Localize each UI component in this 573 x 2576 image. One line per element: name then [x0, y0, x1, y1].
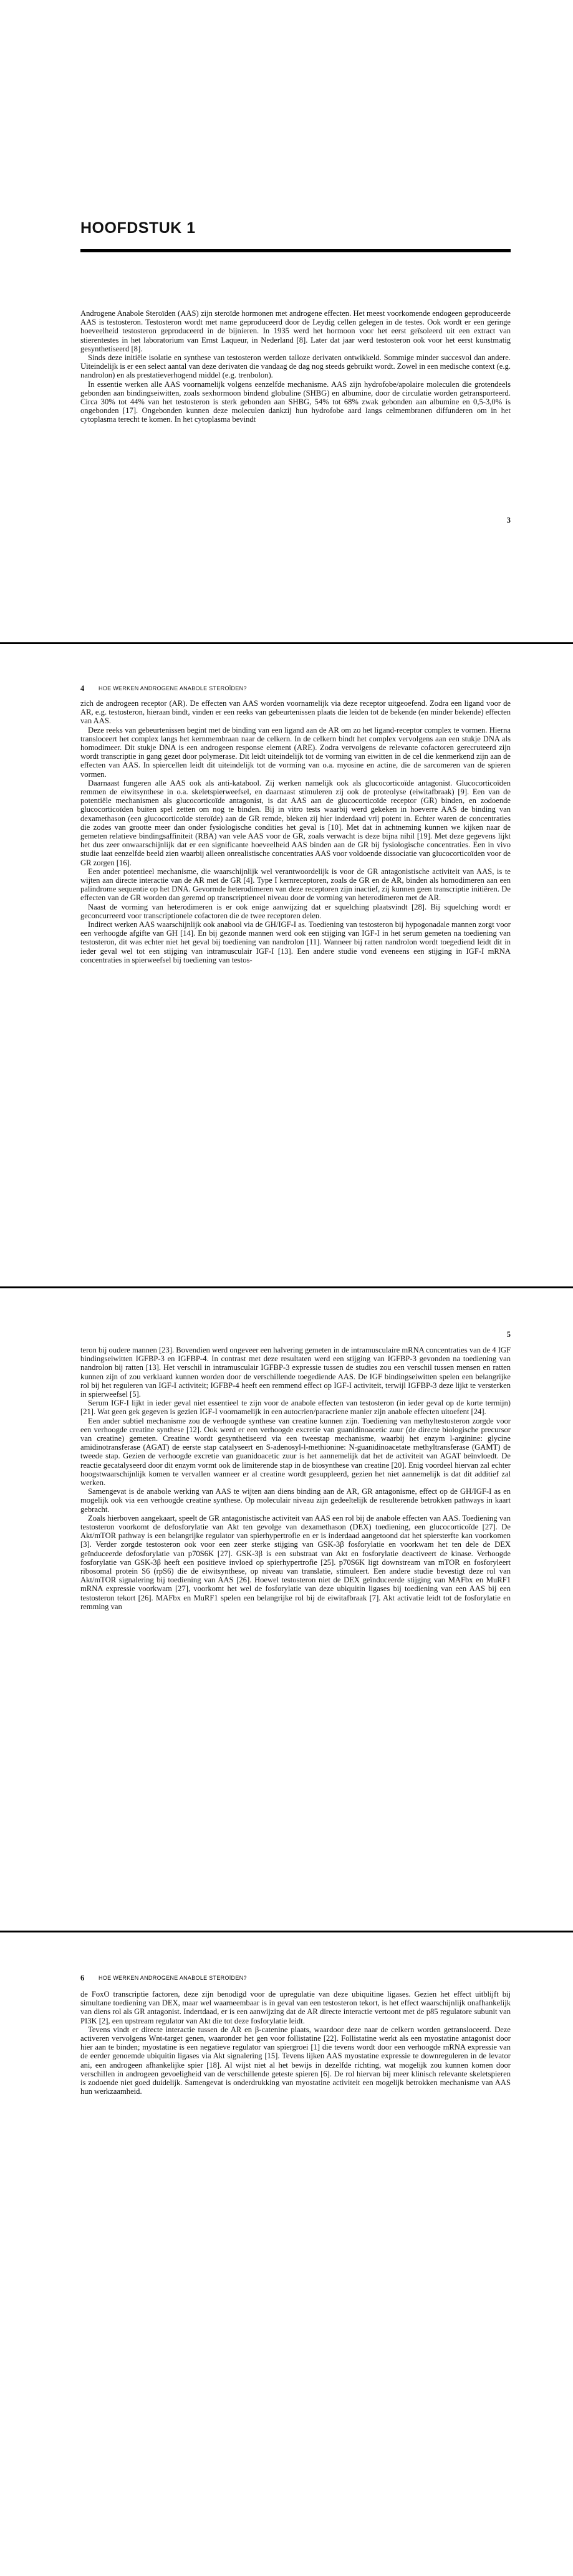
running-head: HOE WERKEN ANDROGENE ANABOLE STEROÏDEN? [99, 1975, 247, 1981]
paragraph: Naast de vorming van heterodimeren is er ook enige aanwijzing dat er squelching plaatsvindt [28]. Bij squelching wordt er geconcurreerd voor transcriptionele cofactoren die de twee receptoren delen. [80, 902, 511, 920]
page-number-6: 6 [80, 1974, 85, 1982]
paragraph: Zoals hierboven aangekaart, speelt de GR antagonistische activiteit van AAS een rol bij de anabole effecten van AAS. Toediening van testosteron voorkomt de defosforylatie van Akt ten gevolge van dexamethason (DEX) toediening, een glucocorticoïde [27]. De Akt/mTOR pathway is een belangrijke regulator van spierhypertrofie en er is inderdaad aangetoond dat het spiersterfte kan voorkomen [3]. Verder zorgde testosteron ook voor een zeer sterke stijging van GSK-3β fosforylatie en voorkwam het ten dele de DEX geïnduceerde defosforylatie van p70S6K [27]. GSK-3β is een substraat van Akt en fosforylatie deactiveert de kinase. Verhoogde fosforylatie van GSK-3β heeft een positieve invloed op spierhypertrofie [25]. p70S6K ligt downstream van mTOR en fosforyleert ribosomal protein S6 (rpS6) die de eiwitsynthese, op niveau van translatie, stimuleert. Een andere studie bevestigt deze rol van Akt/mTOR signalering bij toediening van AAS [26]. Hoewel testosteron niet de DEX geïnduceerde stijging van MAFbx en MuRF1 mRNA expressie voorkwam [27], voorkomt het wel de fosforylatie van deze ubiquitin ligases bij toediening van een AAS bij een testosteron tekort [26]. MAFbx en MuRF1 spelen een belangrijke rol bij de eiwitafbraak [7]. Akt activatie leidt tot de fosforylatie en remming van [80, 1513, 511, 1611]
page-number-5: 5 [506, 1330, 511, 1339]
page-number-3: 3 [506, 516, 511, 525]
page-3-body [80, 309, 511, 424]
paragraph: Sinds deze initiële isolatie en synthese van testosteron werden tallozе derivaten ontwikkeld. Sommige minder succesvol dan andere. Uiteindelijk is er een select aantal van deze derivaten die vandaag de dag nog steeds gebruikt wordt. Zowel in een medische context (e.g. nandrolon) en als prestatieverhogend middel (e.g. trenbolon). [80, 353, 511, 380]
chapter-rule [80, 249, 511, 252]
paragraph: zich de androgeen receptor (AR). De effecten van AAS worden voornamelijk via deze receptor uitgeoefend. Zodra een ligand voor de AR, e.g. testosteron, hieraan bindt, vinden er een reeks van gebeurtenissen plaats die leiden tot de bekende (en minder bekende) effecten van AAS. [80, 699, 511, 726]
page-4-body [80, 699, 511, 964]
paragraph: Serum IGF-I lijkt in ieder geval niet essentieel te zijn voor de anabole effecten van testosteron (in ieder geval op de korte termijn) [21]. Wat geen gek gegeven is gezien IGF-I voornamelijk in een autocrien/paracriene manier zijn anabole effecten uitoefent [24]. [80, 1399, 511, 1417]
paragraph: Een ander potentieel mechanisme, die waarschijnlijk wel verantwoordelijk is voor de GR antagonistische activiteit van AAS, is te wijten aan directe interactie van de AR met de GR [4]. Type I kernreceptoren, zoals de GR en de AR, binden als homodimeren aan een palindrome sequentie op het DNA. Gevormde heterodimeren van deze receptoren zijn inactief, zij kunnen geen transcriptie initiëren. De effecten van de GR worden dan geremd op transcriptieneel niveau door de vorming van heterodimeren met de AR. [80, 867, 511, 903]
page-5-body [80, 1346, 511, 1611]
paragraph: Androgene Anabole Steroïden (AAS) zijn steroïde hormonen met androgene effecten. Het meest voorkomende endogeen geproduceerde AAS is testosteron. Testosteron wordt met name geproduceerd door de Leydig cellen gelegen in de testes. Ook wordt er een geringe hoeveelheid testosteron geproduceerd in de bijnieren. In 1935 werd het hormoon voor het eerst geïsoleerd uit een extract van stierentestes in het laboratorium van Ernst Laqueur, in Nederland [8]. Later dat jaar werd testosteron ook voor het eerst kunstmatig gesynthetiseerd [8]. [80, 309, 511, 353]
page-separator [0, 1286, 573, 1288]
paragraph: Daarnaast fungeren alle AAS ook als anti-katabool. Zij werken namelijk ook als glucocorticoïde antagonist. Glucocorticoïden remmen de eiwitsynthese in o.a. skeletspierweefsel, en daarnaast stimuleren zij ook de proteolyse (eiwitafbraak) [9]. Een van de potentiële mechanismen als glucocorticoïde antagonist, is dat AAS aan de glucocorticoïde receptor (GR) binden, en zodoende glucocorticoïden buiten spel zetten om nog te binden. Bij in vitro tests waarbij werd gekeken in hoeverre AAS de binding van dexamethason (een glucocorticoïde steroïde) aan de GR remde, bleken zij hier inderdaad vrij potent in. Echter waren de concentraties die zodes van grootte meer dan onder fysiologische condities het geval is [10]. Met dat in achtneming kunnen we kijken naar de gemeten relatieve bindingsaffiniteit (RBA) van vele AAS voor de GR, zoals verwacht is deze bijna nihil [19]. Met deze gegevens lijkt het dus zeer onwaarschijnlijk dat er een significante hoeveelheid AAS binden aan de GR bij fysiologische concentraties. Een in vivo studie laat eenzelfde beeld zien waarbij alleen onrealistische concentraties AAS voor voldoende dissociatie van glucocorticoïden voor de GR zorgen [16]. [80, 778, 511, 867]
paragraph: In essentie werken alle AAS voornamelijk volgens eenzelfde mechanisme. AAS zijn hydrofobe/apolaire moleculen die grotendeels gebonden aan bindingseiwitten, zoals sexhormoon bindend globuline (SHBG) en albumine, door de circulatie worden getransporteerd. Circa 30% tot 44% van het testosteron is sterk gebonden aan SHBG, 54% tot 68% zwak gebonden aan albumine en 0,5-3,0% is ongebonden [17]. Ongebonden kunnen deze moleculen dankzij hun hydrofobe aard langs celmembranen diffunderen om in het cytoplasma terecht te komen. In het cytoplasma bevindt [80, 379, 511, 424]
paragraph: Tevens vindt er directe interactie tussen de AR en β-catenine plaats, waardoor deze naar de celkern worden getransloceerd. Deze activeren vervolgens Wnt-target genen, waaronder het gen voor follistatine [22]. Follistatine werkt als een myostatine antagonist door hier aan te binden; myostatine is een negatieve regulator van spiergroei [1] die tevens wordt door een verhoogde mRNA expressie van de eerder genoemde ubiquitin ligases via Akt signalering [15]. Tevens lijken AAS myostatine expressie te downreguleren in de levator ani, een androgeen afhankelijke spier [18]. Al wijst niet al het bewijs in dezelfde richting, wat mogelijk zou kunnen komen door verschillen in androgeen gevoeligheid van de verschillende geteste spieren [6]. De rol hiervan bij meer klinisch relevante skeletspieren is zodoende niet goed duidelijk. Samengevat is onderdrukking van myostatine activiteit een mogelijk betrokken mechanisme van AAS hun werkzaamheid. [80, 2025, 511, 2096]
paragraph: Indirect werken AAS waarschijnlijk ook anabool via de GH/IGF-I as. Toediening van testosteron bij hypogonadale mannen zorgt voor een verhoogde afgifte van GH [14]. En bij gezonde mannen werd ook een stijging van IGF-I in het serum gemeten na toediening van testosteron, dit was echter niet het geval bij toediening van nandrolon [11]. Wanneer bij ratten nandrolon wordt toegediend leidt dit in ieder geval wel tot een stijging van intramusculair IGF-I [13]. Een andere studie vond eveneens een stijging in IGF-I mRNA concentraties in spierweefsel bij toediening van testos- [80, 920, 511, 964]
page-6-body [80, 1990, 511, 2096]
paragraph: Deze reeks van gebeurtenissen begint met de binding van een ligand aan de AR om zo het ligand-receptor complex te vormen. Hierna transloceert het complex langs het kernmembraan naar de celkern. In de celkern bindt het complex vervolgens aan een stukje DNA als homodimeer. Dit stukje DNA is een androgeen response element (ARE). Zodra vervolgens de relevante cofactoren gerecruteerd zijn wordt transcriptie in gang gezet door polymerase. Dit leidt uiteindelijk tot de vorming van eiwitten in de cel die kenmerkend zijn aan de effecten van AAS. In spiercellen leidt dit uiteindelijk tot de vorming van o.a. myosine en actine, die de sarcomeren van de spieren vormen. [80, 725, 511, 779]
paragraph: de FoxO transcriptie factoren, deze zijn benodigd voor de upregulatie van deze ubiquitine ligases. Gezien het effect uitblijft bij simultane toediening van DEX, maar wel waarneembaar is in geval van een testosteron tekort, is het effect waarschijnlijk onafhankelijk van diens rol als GR antagonist. Indertdaad, er is een aanwijzing dat de AR directe interactie vertoont met de p85 regulatore subunit van PI3K [2], een upstream regulator van Akt die tot deze fosforylatie leidt. [80, 1990, 511, 2025]
page-separator [0, 1931, 573, 1932]
running-head: HOE WERKEN ANDROGENE ANABOLE STEROÏDEN? [99, 685, 247, 692]
page-separator [0, 642, 573, 644]
paragraph: Een ander subtiel mechanisme zou de verhoogde synthese van creatine kunnen zijn. Toediening van methyltestosteron zorgde voor een verhoogde creatine synthese [12]. Ook werd er een verhoogde excretie van guanidinoacetic zuur (de directe biologische precursor van creatine) gemeten. Creatine wordt gesynthetiseerd via een tweestap mechanisme, waarbij het enzym l-arginine: glycine amidinotransferase (AGAT) de eerste stap catalyseert en S-adenosyl-l-methionine: N-guanidinoacetate methyltransferase (GAMT) de tweede stap. Gezien de verhoogde excretie van guanidoacetic zuur is het aannemelijk dat het de activiteit van AGAT beïnvloedt. De reactie gecatalyseerd door dit enzym vormt ook de limiterende stap in de biosynthese van creatine [20]. Enig voordeel hiervan zal echter hoogstwaarschijnlijk komen te vervallen wanneer er al creatine wordt gesuppleerd, gezien het niet aannemelijk is dat dit additief zal werken. [80, 1416, 511, 1488]
page-number-4: 4 [80, 684, 85, 693]
paragraph: teron bij oudere mannen [23]. Bovendien werd ongeveer een halvering gemeten in de intramusculaire mRNA concentraties van de 4 IGF bindingseiwitten IGFBP-3 en IGFBP-4. In contrast met deze resultaten werd een stijging van IGFBP-3 gevonden na toediening van nandrolon bij ratten [13]. Het verschil in intramusculair IGFBP-3 expressie tussen de studies zou een verschil tussen mensen en ratten kunnen zijn of zou verklaard kunnen worden door de verschillende toegediende AAS. De IGF bindingseiwitten spelen een belangrijke rol bij het reguleren van IGF-I activiteit; IGFBP-4 heeft een remmend effect op IGF-I activiteit, terwijl IGFBP-3 deze lijkt te versterken in spierweefsel [5]. [80, 1346, 511, 1399]
paragraph: Samengevat is de anabole werking van AAS te wijten aan diens binding aan de AR, GR antagonisme, effect op de GH/IGF-I as en mogelijk ook via een verhoogde creatine synthese. Op moleculair niveau zijn gedeeltelijk de resulterende betrokken pathways in kaart gebracht. [80, 1487, 511, 1514]
chapter-title: HOOFDSTUK 1 [80, 219, 196, 237]
